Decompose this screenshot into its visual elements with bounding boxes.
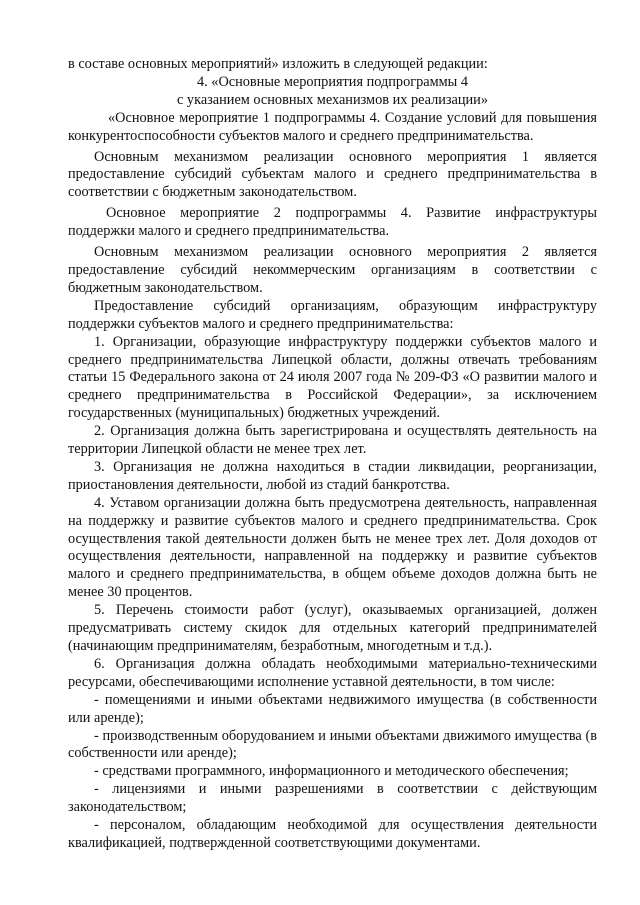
paragraph-requirement-1: 1. Организации, образующие инфраструктуру поддержки субъектов малого и среднего предпринимательства Липецкой области, должны отвечать требованиям статьи 15 Федерального закона от 24 июля 2007 года № 209-ФЗ «О развитии малого и среднего предпринимательства в Российской Федерации», за исключением государственных (муниципальных) бюджетных учреждений. [68,333,597,422]
list-item-licenses: - лицензиями и иными разрешениями в соответствии с действующим законодательством; [68,781,597,816]
paragraph-requirement-3: 3. Организация не должна находиться в стадии ликвидации, реорганизации, приостановления деятельности, любой из стадий банкротства. [68,458,597,493]
paragraph-requirement-2: 2. Организация должна быть зарегистрирована и осуществлять деятельность на территории Липецкой области не менее трех лет. [68,423,597,458]
intro-line: в составе основных мероприятий» изложить в следующей редакции: [68,56,488,72]
paragraph-subsidies-intro: Предоставление субсидий организациям, образующим инфраструктуру поддержки субъектов малого и среднего предпринимательства: [68,297,597,332]
list-item-software: - средствами программного, информационного и методического обеспечения; [94,763,569,780]
paragraph-requirement-6: 6. Организация должна обладать необходимыми материально-техническими ресурсами, обеспечивающими исполнение уставной деятельности, в том числе: [68,655,597,690]
paragraph-requirement-4: 4. Уставом организации должна быть предусмотрена деятельность, направленная на поддержку и развитие субъектов малого и среднего предпринимательства. Срок осуществления такой деятельности должен быть не менее трех лет. Доля доходов от осуществления деятельности, направленной на поддержку и развитие субъектов малого и среднего предпринимательства, в общем объеме доходов должна быть не менее 30 процентов. [68,494,597,601]
paragraph-mechanism-1: Основным механизмом реализации основного мероприятия 1 является предоставление субсидий субъектам малого и среднего предпринимательства в соответствии с бюджетным законодательством. [68,148,597,201]
list-item-equipment: - производственным оборудованием и иными объектами движимого имущества (в собственности или аренде); [68,727,597,762]
paragraph-main-activity-2: Основное мероприятие 2 подпрограммы 4. Развитие инфраструктуры поддержки малого и среднего предпринимательства. [68,205,597,240]
paragraph-main-activity-1: «Основное мероприятие 1 подпрограммы 4. Создание условий для повышения конкурентоспособности субъектов малого и среднего предпринимательства. [68,109,597,144]
list-item-personnel: - персоналом, обладающим необходимой для осуществления деятельности квалификацией, подтвержденной соответствующими документами. [68,817,597,851]
paragraph-requirement-5: 5. Перечень стоимости работ (услуг), оказываемых организацией, должен предусматривать систему скидок для отдельных категорий предпринимателей (начинающим предпринимателям, безработным, многодетным и т.д.). [68,602,597,654]
list-item-real-estate: - помещениями и иными объектами недвижимого имущества (в собственности или аренде); [68,691,597,726]
document-body [68,56,597,853]
section-heading-line-1: 4. «Основные мероприятия подпрограммы 4 [197,73,468,90]
section-heading-line-2: с указанием основных механизмов их реализации» [177,91,488,108]
paragraph-mechanism-2: Основным механизмом реализации основного мероприятия 2 является предоставление субсидий некоммерческим организациям в соответствии с бюджетным законодательством. [68,244,597,296]
